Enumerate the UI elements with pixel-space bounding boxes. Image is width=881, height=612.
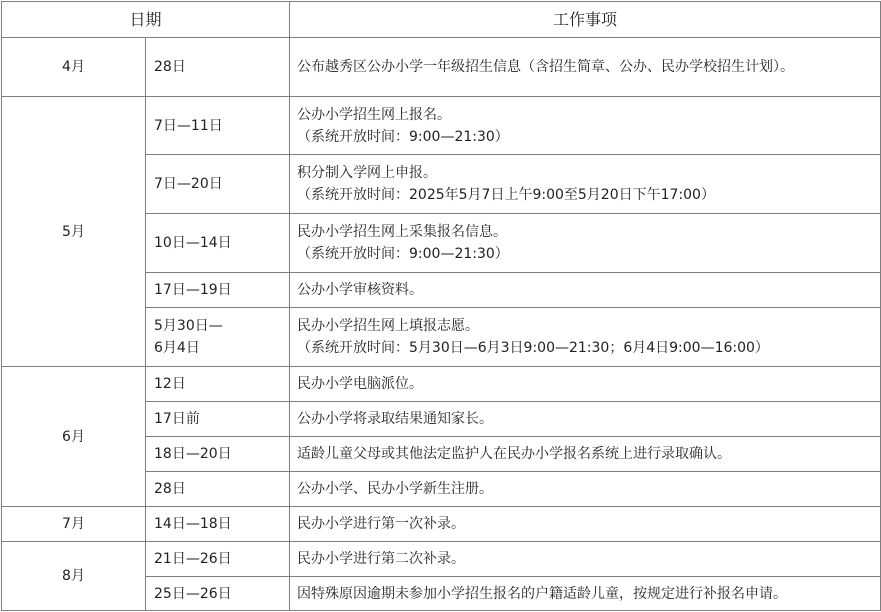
task-note: （系统开放时间：5月30日—6月3日9:00—21:30；6月4日9:00—16:00） — [297, 340, 769, 356]
table-row — [2, 507, 881, 542]
task-line: 公办小学将录取结果通知家长。 — [297, 411, 494, 427]
task-cell — [290, 308, 881, 367]
day-cell: 10日—14日 — [146, 214, 290, 273]
task-cell — [290, 437, 881, 472]
task-cell — [290, 155, 881, 214]
task-line: 适龄儿童父母或其他法定监护人在民办小学报名系统上进行录取确认。 — [297, 446, 732, 462]
table-row — [2, 367, 881, 402]
table-header-row — [2, 2, 881, 38]
task-line: 公布越秀区公办小学一年级招生信息（含招生简章、公办、民办学校招生计划）。 — [297, 59, 795, 75]
day-cell: 17日—19日 — [146, 273, 290, 308]
column-header-date: 日期 — [2, 2, 290, 38]
day-cell: 7日—20日 — [146, 155, 290, 214]
task-line: 民办小学招生网上填报志愿。 — [297, 318, 480, 334]
task-cell — [290, 402, 881, 437]
month-cell: 5月 — [2, 97, 146, 367]
month-cell: 8月 — [2, 542, 146, 611]
task-cell — [290, 38, 881, 97]
day-line: 6月4日 — [154, 340, 200, 356]
task-cell — [290, 507, 881, 542]
task-line: 公办小学审核资料。 — [297, 282, 424, 298]
day-cell: 7日—11日 — [146, 97, 290, 155]
task-line: 因特殊原因逾期未参加小学招生报名的户籍适龄儿童，按规定进行补报名申请。 — [297, 585, 788, 602]
day-cell: 12日 — [146, 367, 290, 402]
day-cell: 18日—20日 — [146, 437, 290, 472]
task-cell — [290, 542, 881, 577]
day-cell: 25日—26日 — [146, 577, 290, 611]
day-cell: 14日—18日 — [146, 507, 290, 542]
task-line: 民办小学进行第一次补录。 — [297, 516, 466, 532]
day-cell: 21日—26日 — [146, 542, 290, 577]
day-cell — [146, 308, 290, 367]
task-line: 公办小学招生网上报名。 — [297, 106, 452, 123]
month-cell: 4月 — [2, 38, 146, 97]
task-cell — [290, 367, 881, 402]
day-cell: 28日 — [146, 472, 290, 507]
task-line: 积分制入学网上申报。 — [297, 165, 438, 181]
task-line: 民办小学招生网上采集报名信息。 — [297, 224, 508, 240]
task-note: （系统开放时间：9:00—21:30） — [297, 246, 509, 262]
table-row — [2, 38, 881, 97]
task-note: （系统开放时间：2025年5月7日上午9:00至5月20日下午17:00） — [297, 187, 715, 203]
month-cell: 6月 — [2, 367, 146, 507]
task-cell — [290, 472, 881, 507]
task-line: 民办小学电脑派位。 — [297, 376, 424, 392]
day-line: 5月30日— — [154, 318, 223, 334]
enrollment-schedule-table — [1, 1, 881, 611]
table-row — [2, 97, 881, 155]
task-cell — [290, 577, 881, 611]
task-line: 公办小学、民办小学新生注册。 — [297, 481, 494, 497]
task-cell — [290, 214, 881, 273]
month-cell: 7月 — [2, 507, 146, 542]
task-note: （系统开放时间：9:00—21:30） — [297, 128, 509, 145]
task-cell — [290, 273, 881, 308]
task-line: 民办小学进行第二次补录。 — [297, 551, 466, 567]
table-row — [2, 542, 881, 577]
day-cell: 28日 — [146, 38, 290, 97]
column-header-task: 工作事项 — [290, 2, 881, 38]
day-cell: 17日前 — [146, 402, 290, 437]
task-cell — [290, 97, 881, 155]
